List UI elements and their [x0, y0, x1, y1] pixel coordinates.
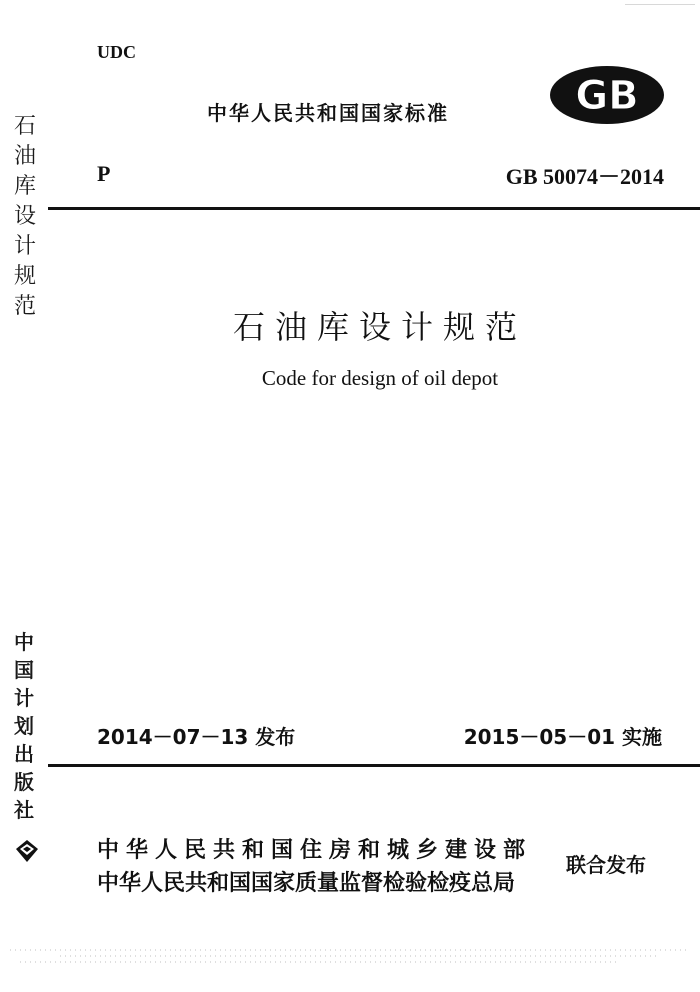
standard-category: 中华人民共和国国家标准 [207, 101, 449, 125]
spine-title: 石油库设计规范 [13, 114, 36, 319]
title-chinese: 石油库设计规范 [232, 308, 527, 346]
effective-date: 2015－05－01 实施 [463, 725, 662, 749]
scan-noise [0, 944, 700, 968]
title-english: Code for design of oil depot [261, 366, 499, 390]
issue-date: 2014－07－13 发布 [97, 725, 296, 749]
publisher-logo-icon [14, 838, 40, 864]
standard-number: GB 50074－2014 [505, 164, 664, 189]
joint-issue-label: 联合发布 [566, 853, 646, 877]
gb-logo [548, 64, 666, 126]
footer-divider [48, 764, 700, 767]
header-divider [48, 207, 700, 210]
spine-publisher: 中国计划出版社 [14, 630, 34, 822]
udc-label: UDC [97, 42, 136, 62]
gb-logo-text: GB [575, 73, 639, 119]
top-edge-line [625, 4, 695, 5]
issuer-aqsiq: 中华人民共和国国家质量监督检验检疫总局 [97, 871, 516, 896]
issuer-ministry-housing: 中华人民共和国住房和城乡建设部 [97, 838, 533, 863]
classification-code: P [97, 161, 111, 186]
